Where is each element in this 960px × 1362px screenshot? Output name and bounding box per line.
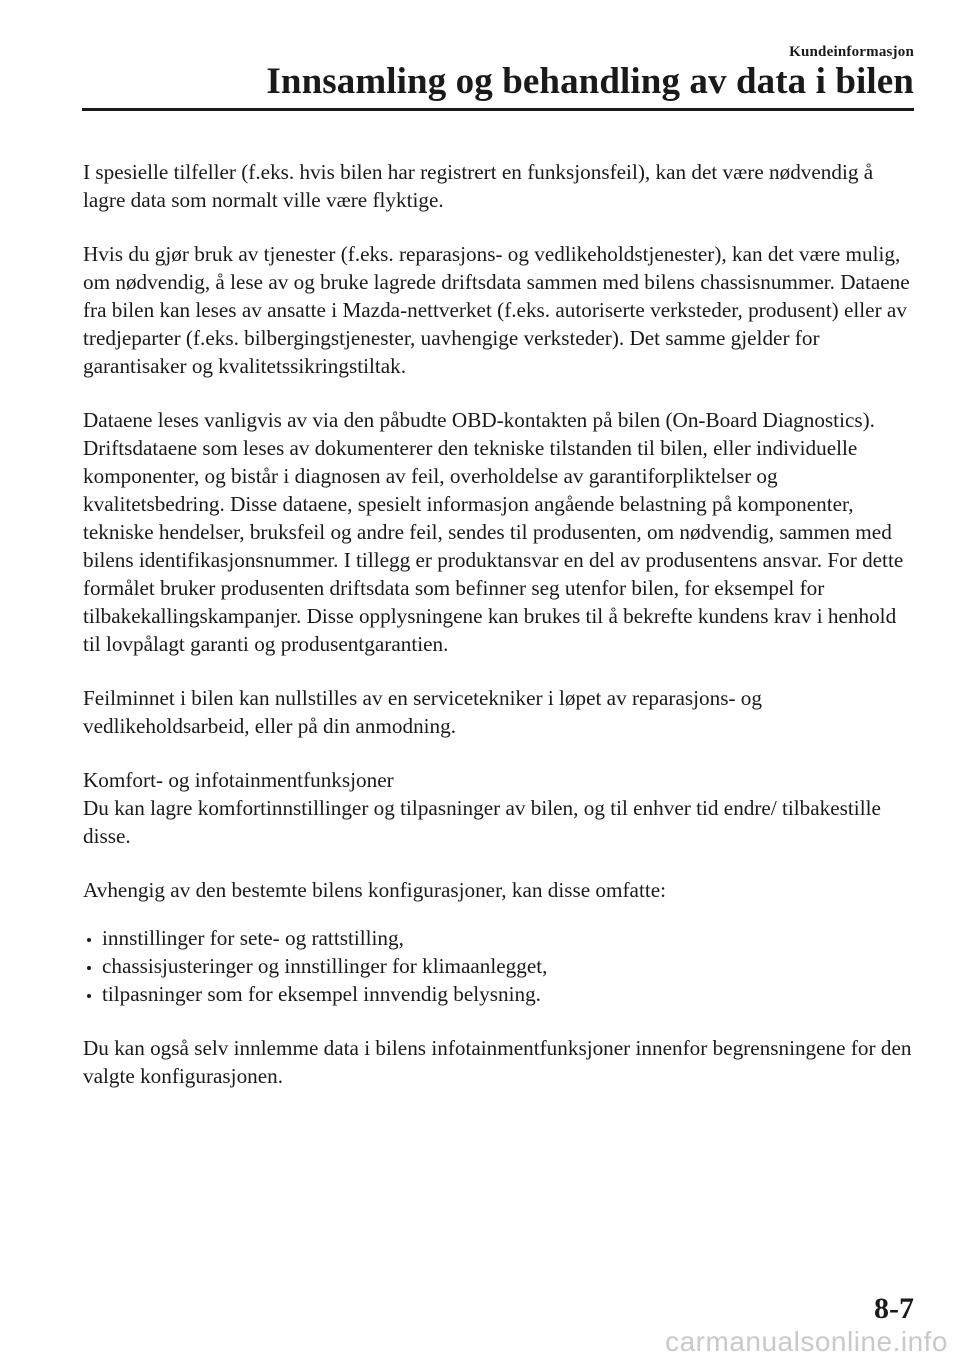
paragraph-services: Hvis du gjør bruk av tjenester (f.eks. reparasjons- og vedlikeholdstjenester), kan det være mulig, om nødvendig, å lese av og bruke lagrede driftsdata sammen med bilens chassisnummer. Dataene fra bilen kan leses av ansatte i Mazda-nettverket (f.eks. autoriserte verksteder, produsent) eller av tredjeparter (f.eks. bilbergingstjenester, uavhengige verksteder). Det samme gjelder for garantisaker og kvalitetssikringstiltak. — [83, 242, 910, 378]
list-item-text: chassisjusteringer og innstillinger for klimaanlegget, — [102, 954, 548, 978]
page-title: Innsamling og behandling av data i bilen — [266, 61, 914, 102]
paragraph-volatile-data: I spesielle tilfeller (f.eks. hvis bilen har registrert en funksjonsfeil), kan det være nødvendig å lagre data som normalt ville være flyktige. — [83, 160, 874, 212]
bullet-icon — [87, 938, 91, 942]
paragraph-infotainment: Du kan også selv innlemme data i bilens infotainmentfunksjoner innenfor begrensningene for den valgte konfigurasjonen. — [83, 1036, 912, 1088]
list-item-text: tilpasninger som for eksempel innvendig belysning. — [102, 982, 541, 1006]
list-item — [83, 924, 917, 952]
section-label: Kundeinformasjon — [789, 44, 914, 60]
comfort-heading: Komfort- og infotainmentfunksjoner — [83, 768, 394, 792]
header-divider — [82, 108, 914, 111]
list-item-text: innstillinger for sete- og rattstilling, — [102, 926, 404, 950]
list-item — [83, 980, 917, 1008]
bullet-icon — [87, 966, 91, 970]
watermark: carmanualsonline.info — [665, 1326, 948, 1357]
settings-list — [83, 924, 917, 1008]
list-item — [83, 952, 917, 980]
bullet-icon — [87, 994, 91, 998]
paragraph-fault-memory: Feilminnet i bilen kan nullstilles av en servicetekniker i løpet av reparasjons- og vedlikeholdsarbeid, eller på din anmodning. — [83, 686, 762, 738]
paragraph-config: Avhengig av den bestemte bilens konfigurasjoner, kan disse omfatte: — [83, 878, 667, 902]
paragraph-comfort — [83, 766, 917, 850]
comfort-body: Du kan lagre komfortinnstillinger og tilpasninger av bilen, og til enhver tid endre/ tilbakestille disse. — [83, 796, 881, 848]
page-number: 8-7 — [874, 1292, 914, 1325]
document-body — [83, 158, 917, 1116]
paragraph-obd: Dataene leses vanligvis av via den påbudte OBD-kontakten på bilen (On-Board Diagnostics). Driftsdataene som leses av dokumenterer den tekniske tilstanden til bilen, eller individuelle komponenter, og bistår i diagnosen av feil, overholdelse av garantiforpliktelser og kvalitetsbedring. Disse dataene, spesielt informasjon angående belastning på komponenter, tekniske hendelser, bruksfeil og andre feil, sendes til produsenten, om nødvendig, sammen med bilens identifikasjonsnummer. I tillegg er produktansvar en del av produsentens ansvar. For dette formålet bruker produsenten driftsdata som befinner seg utenfor bilen, for eksempel for tilbakekallingskampanjer. Disse opplysningene kan brukes til å bekrefte kundens krav i henhold til lovpålagt garanti og produsentgarantien. — [83, 408, 904, 656]
